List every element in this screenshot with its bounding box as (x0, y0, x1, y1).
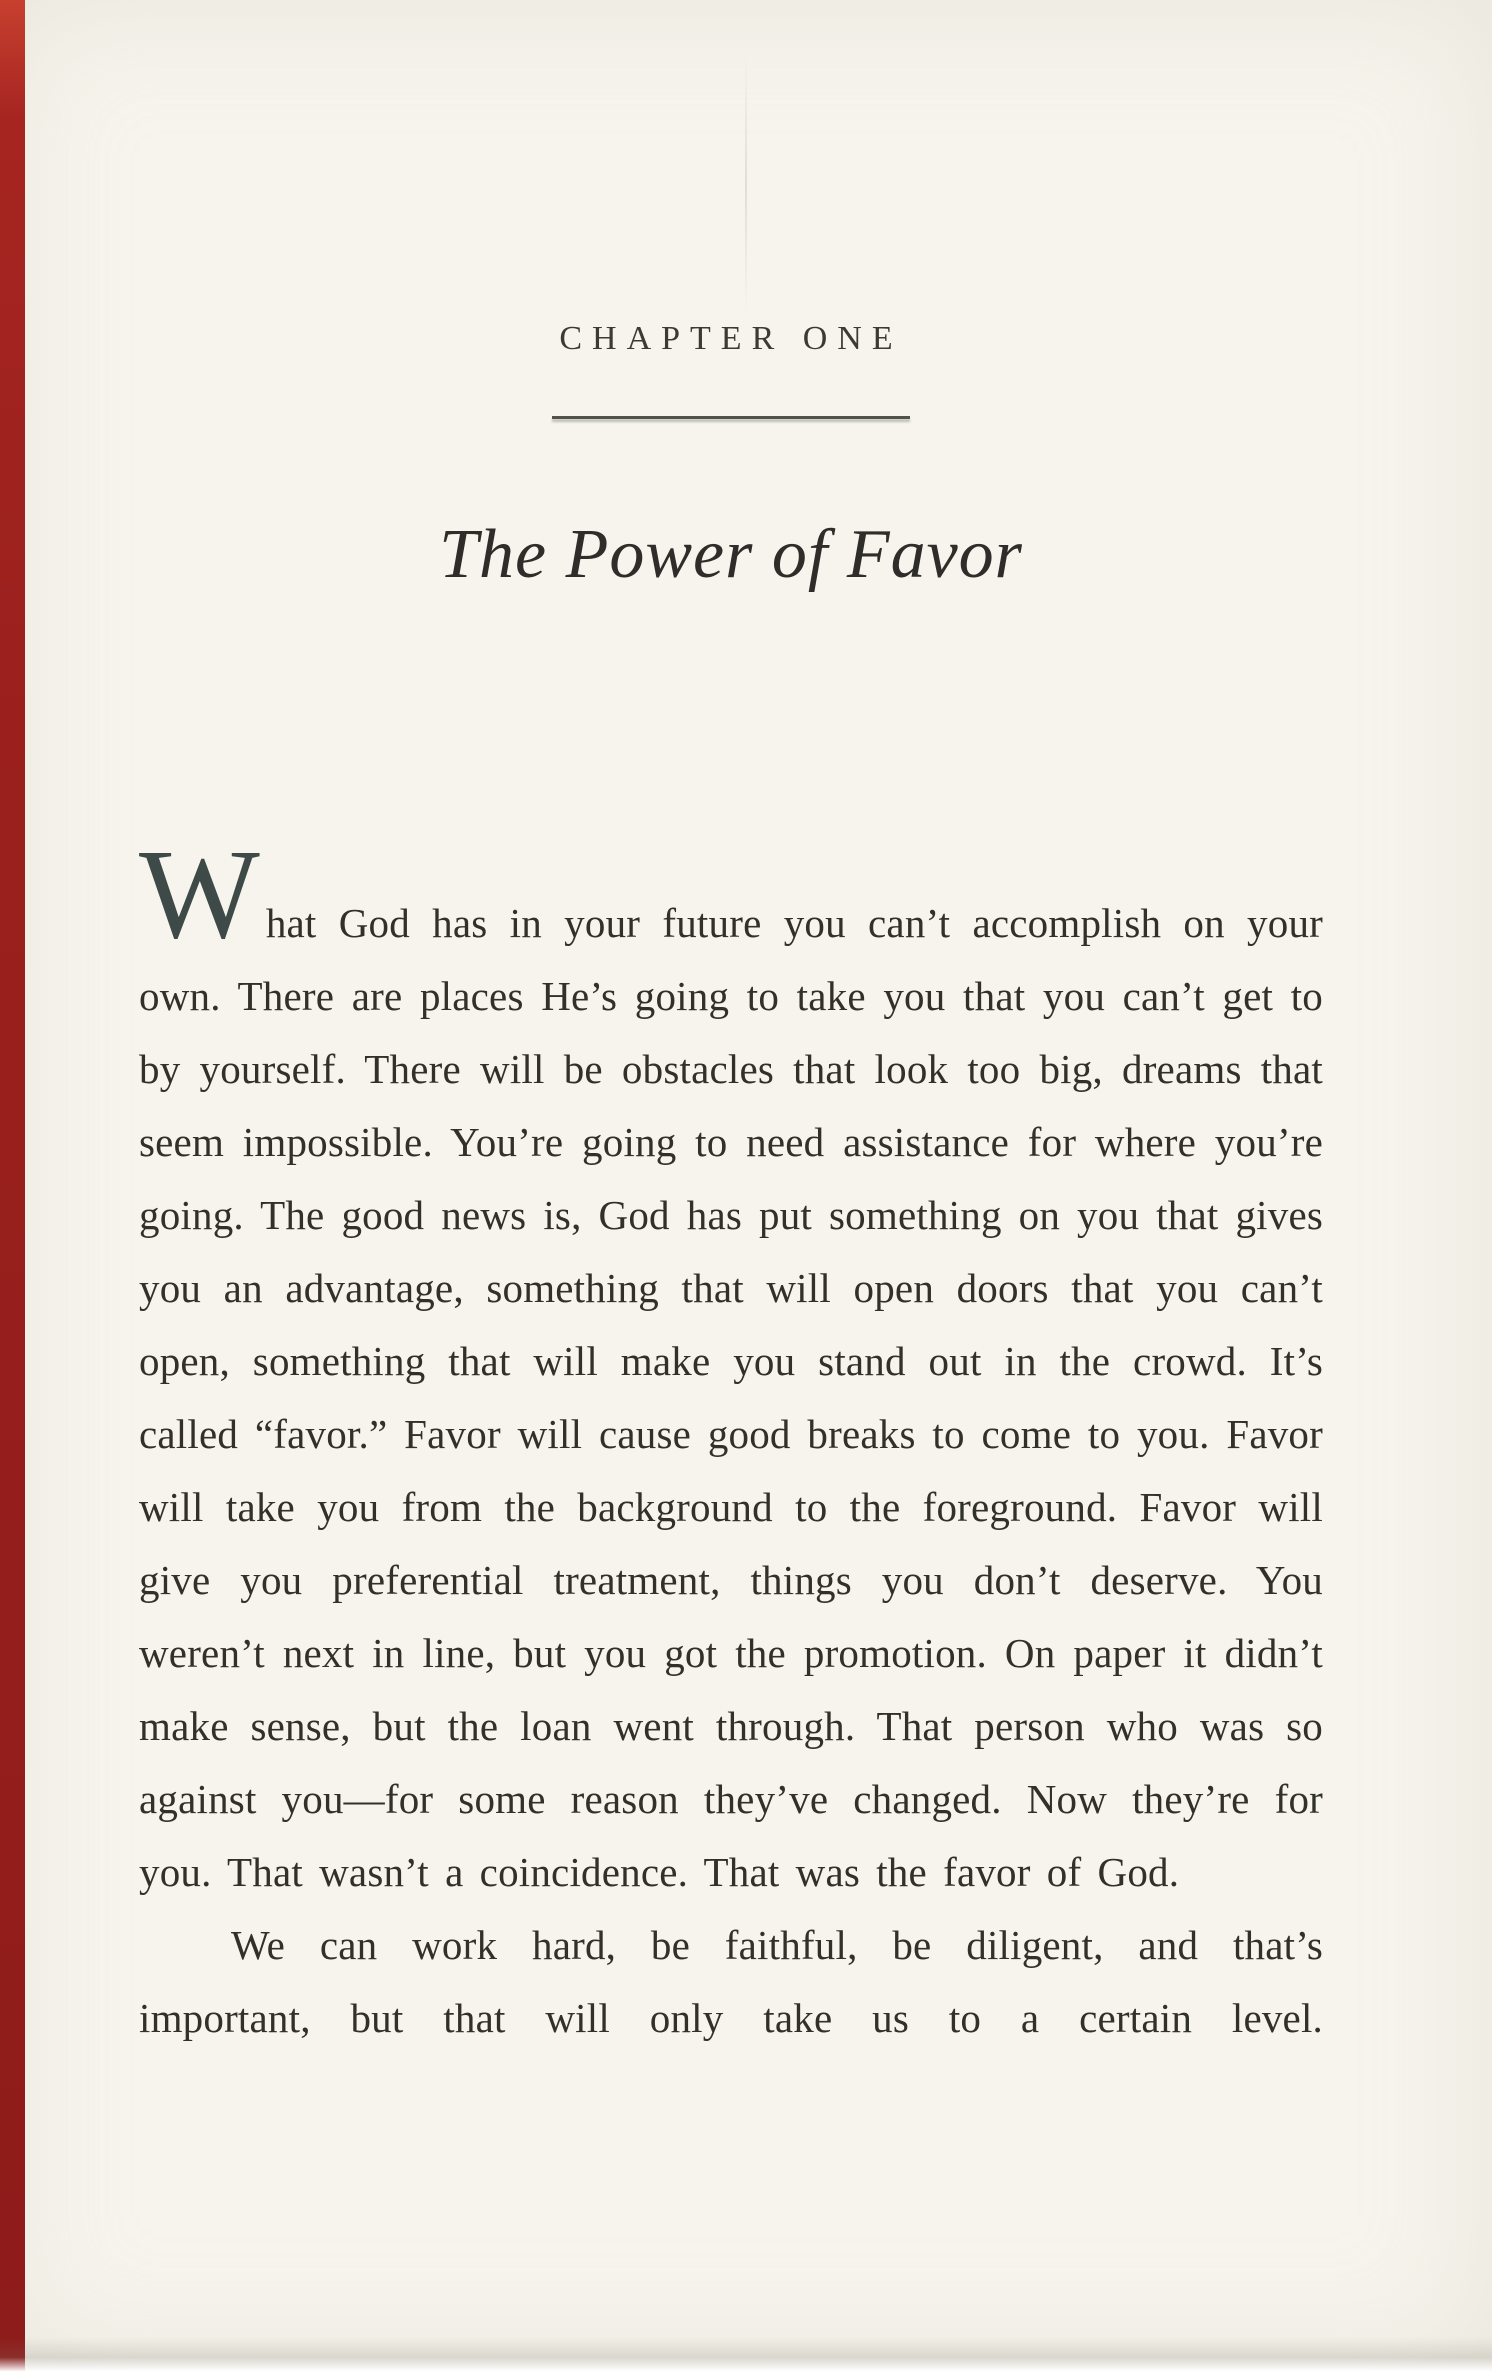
page-content (139, 0, 1323, 2055)
chapter-label: CHAPTER ONE (559, 320, 903, 357)
paragraph-2: We can work hard, be faithful, be diligent, and that’s important, but that will only take us to a certain level. (139, 1922, 1323, 2041)
chapter-title: The Power of Favor (439, 516, 1023, 593)
paragraph-1-text: hat God has in your future you can’t accomplish on your own. There are places He’s going to take you that you can’t get to by yourself. There will be obstacles that look too big, dreams that seem impossible. You’re going to need assistance for where you’re going. The good news is, God has put something on you that gives you an advantage, something that will open doors that you can’t open, something that will make you stand out in the crowd. It’s called “favor.” Favor will cause good breaks to come to you. Favor will take you from the background to the foreground. Favor will give you preferential treatment, things you don’t deserve. You weren’t next in line, but you got the promotion. On paper it didn’t make sense, but the loan went through. That person who was so against you—for some reason they’ve changed. Now they’re for you. That wasn’t a coincidence. That was the favor of God. (139, 900, 1323, 1895)
raised-initial-cap: W (139, 823, 264, 965)
book-spine-red-strip (0, 0, 25, 2371)
scan-bottom-shadow (0, 2337, 1492, 2371)
section-divider-rule (552, 416, 910, 419)
body-text (139, 823, 1323, 2055)
paragraph-1 (139, 823, 1323, 1909)
